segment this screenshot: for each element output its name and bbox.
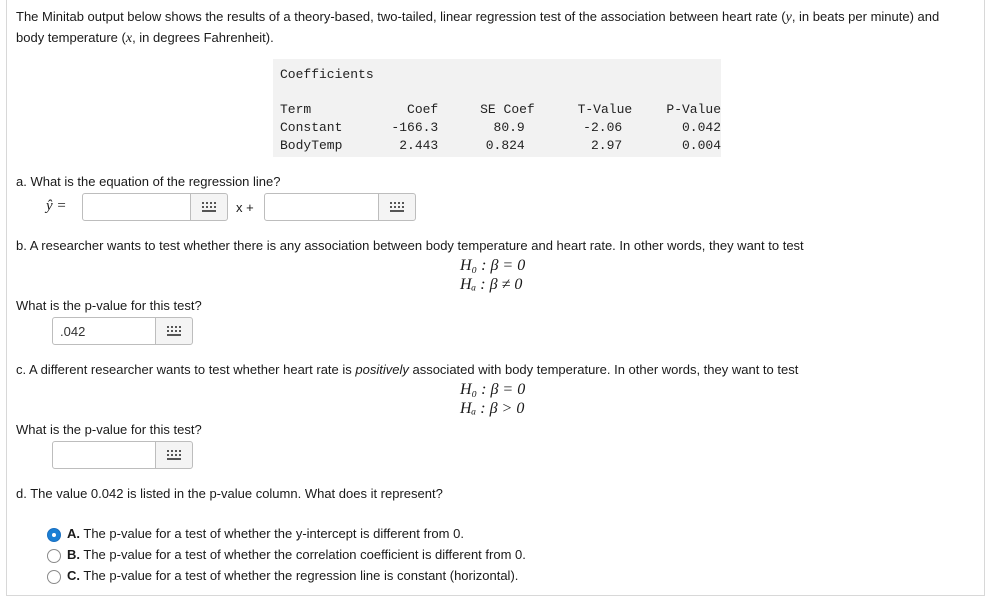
part-c-pvalue-prompt: What is the p-value for this test?	[16, 422, 202, 437]
table-row	[280, 137, 721, 155]
part-c-null-hypothesis: H₀ : β = 0	[460, 381, 526, 398]
part-c-question-text: c. A different researcher wants to test whether heart rate is	[16, 362, 356, 377]
part-b-pvalue-input[interactable]	[52, 317, 158, 345]
keypad-grid-icon	[390, 202, 404, 213]
yhat-label: ŷ =	[46, 198, 67, 214]
cell-p-value: 0.004	[681, 138, 721, 153]
slope-math-keypad-button[interactable]	[190, 193, 228, 221]
intercept-math-keypad-button[interactable]	[378, 193, 416, 221]
option-letter: B.	[67, 547, 80, 562]
cell-p-value: 0.042	[681, 120, 721, 135]
cell-t-value: -2.06	[583, 120, 623, 135]
intercept-input[interactable]	[264, 193, 382, 221]
intro-part: , in degrees Fahrenheit).	[132, 30, 274, 45]
option-letter: A.	[67, 526, 80, 541]
part-c-pvalue-input[interactable]	[52, 441, 158, 469]
table-row	[280, 119, 721, 137]
intro-part: The Minitab output below shows the results of a theory-based, two-tailed, linear regression test of the association between heart rate (	[16, 9, 786, 24]
option-letter: C.	[67, 568, 80, 583]
keypad-grid-icon	[202, 202, 216, 213]
part-c-alt-hypothesis: Hₐ : β > 0	[460, 400, 525, 417]
cell-term: Constant	[280, 120, 343, 135]
part-b-pvalue-prompt: What is the p-value for this test?	[16, 298, 202, 313]
part-b-pvalue-value: .042	[60, 324, 86, 339]
header-t-value: T-Value	[577, 102, 633, 117]
cell-coef: -166.3	[391, 120, 439, 135]
option-a-radio[interactable]	[47, 528, 61, 542]
x-variable: x	[125, 31, 133, 46]
option-text: The p-value for a test of whether the y-intercept is different from 0.	[83, 526, 464, 541]
slope-input[interactable]	[82, 193, 192, 221]
cell-se-coef: 0.824	[485, 138, 525, 153]
intro-part: , in beats per minute) and body temperature (	[16, 9, 940, 45]
header-coef: Coef	[407, 102, 439, 117]
header-se-coef: SE Coef	[480, 102, 535, 117]
part-b-alt-hypothesis: Hₐ : β ≠ 0	[460, 276, 523, 293]
table-header-row	[280, 101, 721, 119]
option-c-label[interactable]	[67, 567, 518, 585]
option-a-label[interactable]	[67, 525, 464, 543]
minitab-output	[273, 59, 721, 157]
header-p-value: P-Value	[666, 102, 721, 117]
cell-se-coef: 80.9	[493, 120, 525, 135]
coefficients-table	[280, 101, 721, 155]
part-a-question: a. What is the equation of the regression line?	[16, 174, 281, 189]
y-variable: y	[785, 10, 792, 25]
option-b-label[interactable]	[67, 546, 526, 564]
option-c-radio[interactable]	[47, 570, 61, 584]
option-text: The p-value for a test of whether the correlation coefficient is different from 0.	[83, 547, 526, 562]
intro-text	[16, 7, 966, 49]
cell-coef: 2.443	[399, 138, 439, 153]
keypad-grid-icon	[167, 450, 181, 461]
header-term: Term	[280, 102, 312, 117]
part-c-question	[16, 361, 966, 379]
coefficients-title: Coefficients	[280, 67, 374, 82]
part-b-question: b. A researcher wants to test whether there is any association between body temperature and heart rate. In other words, they want to test	[16, 238, 804, 253]
keypad-grid-icon	[167, 326, 181, 337]
cell-term: BodyTemp	[280, 138, 343, 153]
part-c-question-text: associated with body temperature. In other words, they want to test	[408, 362, 799, 377]
option-text: The p-value for a test of whether the regression line is constant (horizontal).	[83, 568, 519, 583]
part-b-null-hypothesis: H₀ : β = 0	[460, 257, 526, 274]
cell-t-value: 2.97	[590, 138, 623, 153]
part-c-emphasis: positively	[355, 362, 409, 377]
part-b-math-keypad-button[interactable]	[155, 317, 193, 345]
part-d-question: d. The value 0.042 is listed in the p-value column. What does it represent?	[16, 486, 443, 501]
option-b-radio[interactable]	[47, 549, 61, 563]
x-plus-label: x +	[236, 200, 254, 215]
part-c-math-keypad-button[interactable]	[155, 441, 193, 469]
